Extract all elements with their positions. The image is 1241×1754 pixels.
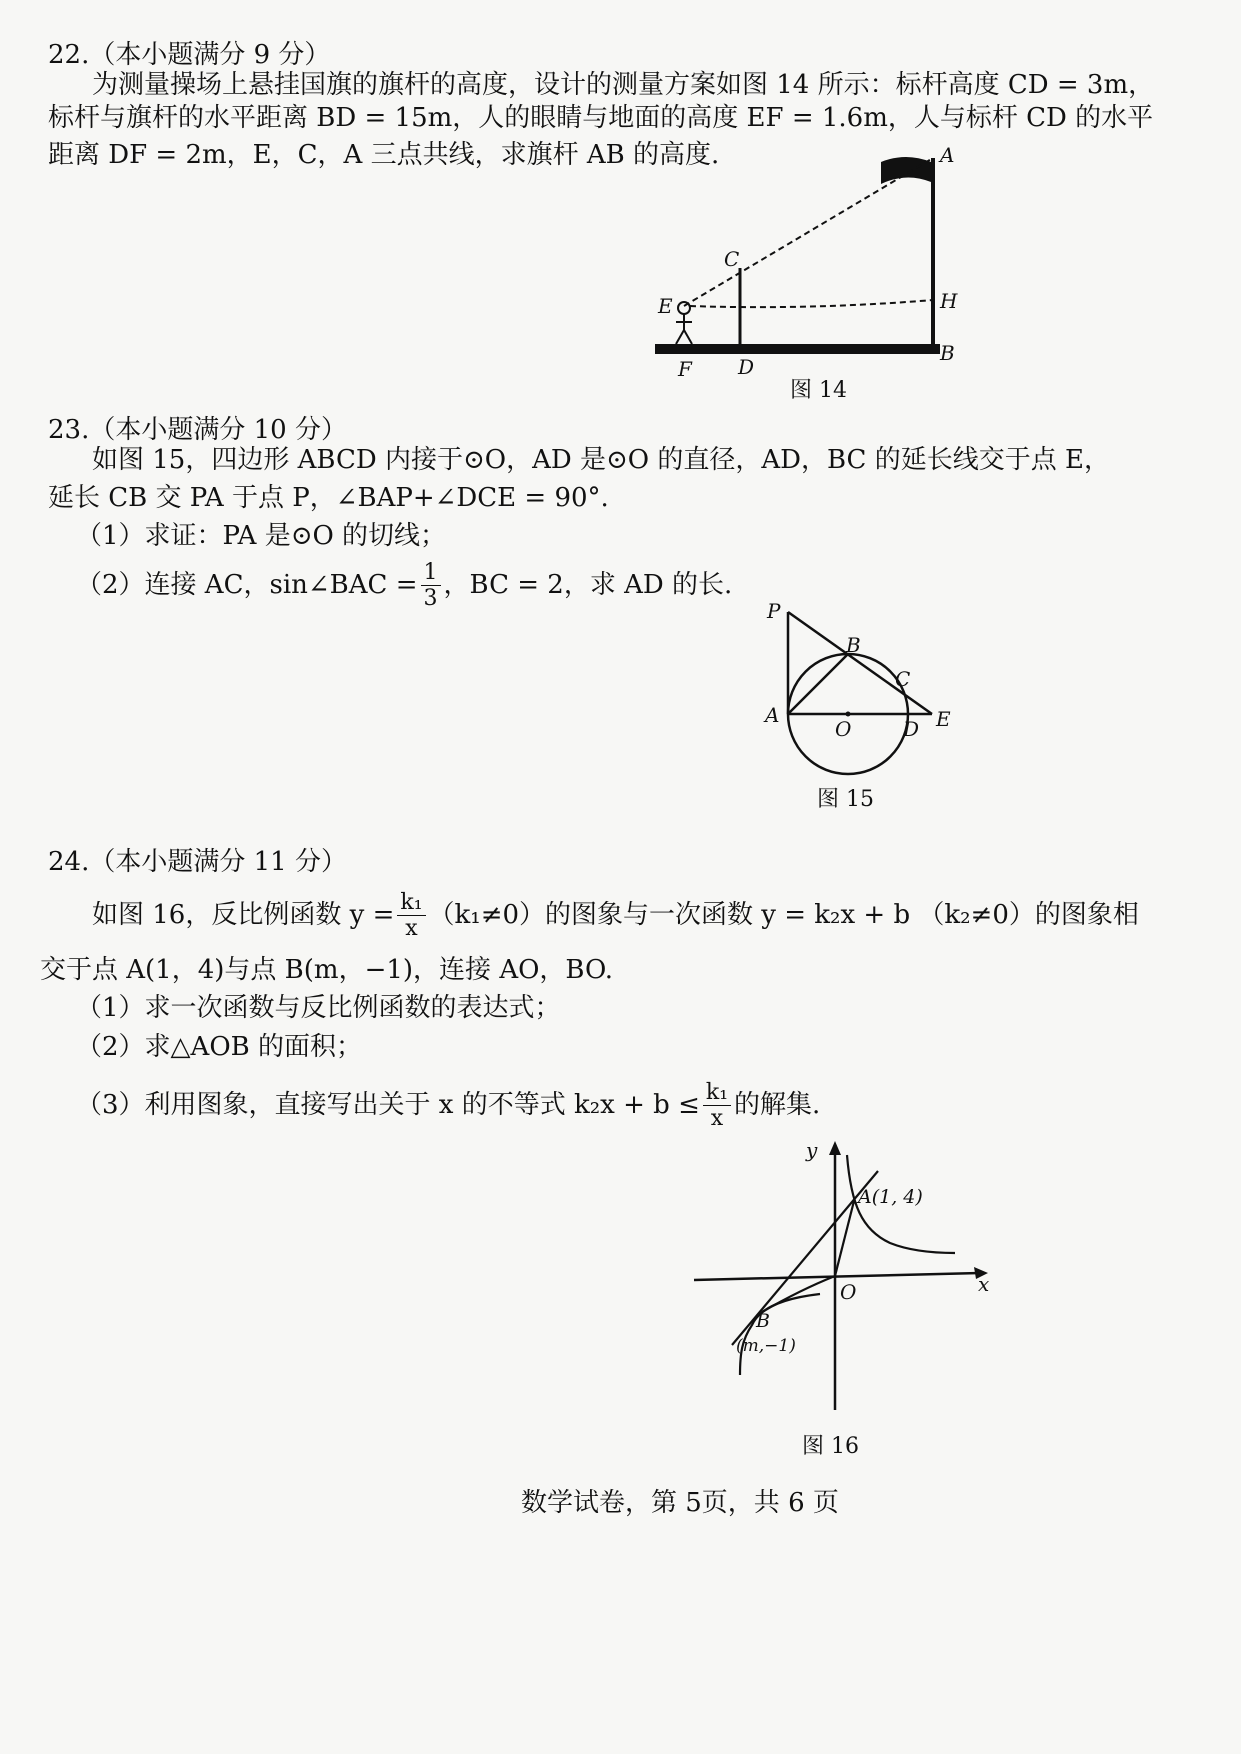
label-o16: O	[840, 1280, 857, 1304]
q24-line-1-prefix: 如图 16，反比例函数 y =	[92, 899, 395, 930]
label-b16-coord: (m,−1)	[736, 1336, 796, 1356]
q23-header: 23.（本小题满分 10 分）	[48, 415, 347, 445]
q24-part-1: （1）求一次函数与反比例函数的表达式；	[76, 993, 561, 1023]
q24-header: 24.（本小题满分 11 分）	[48, 847, 347, 877]
segment-bo	[762, 1276, 835, 1312]
figure-16-caption: 图 16	[802, 1434, 859, 1459]
label-x: x	[978, 1272, 990, 1296]
q24-line-1	[92, 890, 1139, 942]
line-y-k2x-b	[732, 1171, 878, 1345]
x-axis	[694, 1273, 980, 1280]
fraction-k1-over-x: $\frac{\text{k₁}}{x}$	[397, 890, 425, 942]
label-p: P	[767, 599, 781, 623]
figure-15	[755, 590, 965, 820]
q24-line-1-suffix: （k₁≠0）的图象与一次函数 y = k₂x + b （k₂≠0）的图象相	[428, 899, 1139, 930]
label-o15: O	[835, 717, 852, 741]
label-b16: B	[756, 1310, 770, 1332]
label-a15: A	[765, 703, 780, 727]
q22-line-2: 标杆与旗杆的水平距离 BD = 15m，人的眼睛与地面的高度 EF = 1.6m，人与标杆 CD 的水平	[48, 103, 1154, 133]
flag	[881, 157, 931, 184]
figure-16	[690, 1135, 1000, 1465]
q24-part-3-prefix: （3）利用图象，直接写出关于 x 的不等式 k₂x + b ≤	[76, 1089, 700, 1120]
label-e: E	[658, 294, 673, 318]
fraction-k1-over-x-2: $\frac{\text{k₁}}{x}$	[703, 1080, 731, 1132]
label-a16: A(1, 4)	[858, 1186, 923, 1208]
q23-part-2-prefix: （2）连接 AC，sin∠BAC =	[76, 569, 418, 600]
label-h: H	[940, 289, 958, 313]
person-icon	[676, 302, 692, 344]
figure-14	[640, 140, 980, 410]
q22-line-1: 为测量操场上悬挂国旗的旗杆的高度，设计的测量方案如图 14 所示：标杆高度 CD = 3m，	[92, 70, 1155, 100]
center-dot	[846, 712, 851, 717]
q24-part-3	[76, 1080, 820, 1132]
label-d: D	[738, 355, 755, 379]
q23-line-1: 如图 15，四边形 ABCD 内接于⊙O，AD 是⊙O 的直径，AD，BC 的延长线交于点 E，	[92, 445, 1110, 475]
page-footer: 数学试卷，第 5页，共 6 页	[521, 1488, 839, 1518]
q23-part-2	[76, 560, 732, 612]
figure-14-caption: 图 14	[790, 378, 847, 403]
label-c15: C	[895, 667, 911, 691]
label-d15: D	[903, 717, 920, 741]
q24-part-2: （2）求△AOB 的面积；	[76, 1032, 363, 1062]
fraction-one-third: $\frac{1}{3}$	[421, 560, 441, 612]
label-y: y	[806, 1138, 818, 1162]
q24-line-2: 交于点 A(1，4)与点 B(m，−1)，连接 AO，BO.	[40, 955, 614, 985]
label-c: C	[724, 247, 740, 271]
label-b: B	[940, 341, 955, 365]
label-e15: E	[936, 707, 951, 731]
ground-bar	[655, 344, 940, 354]
figure-15-caption: 图 15	[817, 787, 874, 812]
q23-part-2-suffix: ，BC = 2，求 AD 的长.	[443, 569, 733, 600]
label-f: F	[678, 357, 692, 381]
q22-header: 22.（本小题满分 9 分）	[48, 40, 331, 70]
hyperbola-branch-3-curve	[740, 1294, 820, 1375]
sight-line-eca	[684, 158, 933, 306]
secant-pe	[788, 612, 932, 714]
label-b15: B	[846, 633, 861, 657]
q23-line-2: 延长 CB 交 PA 于点 P，∠BAP+∠DCE = 90°.	[48, 483, 609, 513]
q22-line-3: 距离 DF = 2m，E，C，A 三点共线，求旗杆 AB 的高度.	[48, 140, 720, 170]
y-axis-arrow-icon	[829, 1141, 841, 1155]
label-a: A	[940, 143, 955, 167]
q23-part-1: （1）求证：PA 是⊙O 的切线；	[76, 521, 447, 551]
q24-part-3-suffix: 的解集.	[734, 1089, 821, 1120]
horizontal-line-eh	[690, 300, 933, 307]
